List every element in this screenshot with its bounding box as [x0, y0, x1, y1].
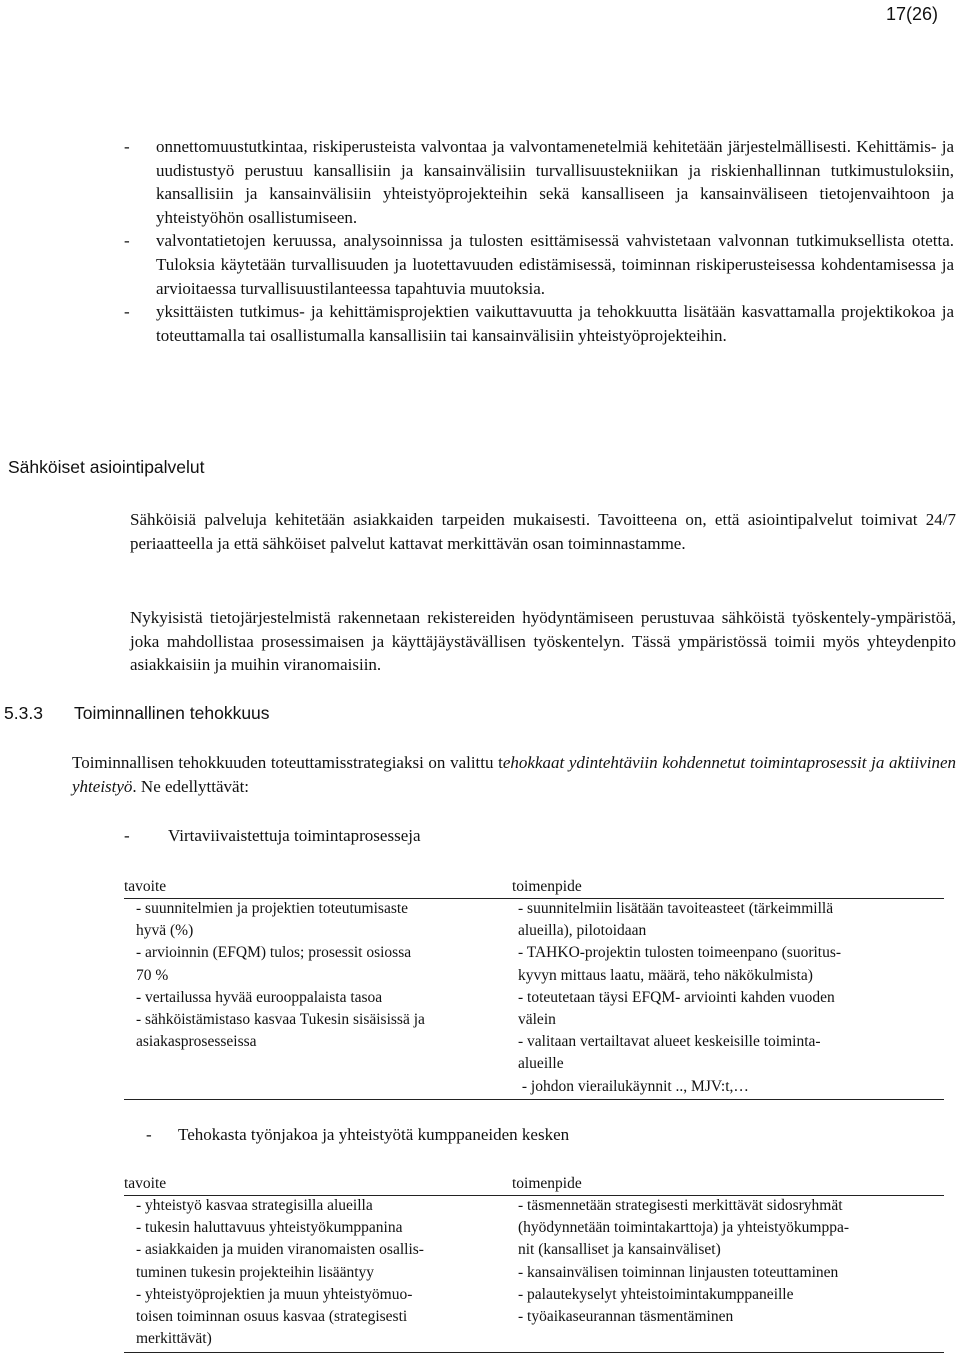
column-header: toimenpide	[512, 1175, 582, 1192]
bullet-dash: -	[146, 1125, 152, 1144]
table-cell-line: alueille	[518, 1055, 564, 1073]
list-item	[124, 135, 954, 229]
bullet-dash: -	[124, 302, 130, 322]
table-cell-line: - työaikaseurannan täsmentäminen	[518, 1308, 734, 1326]
intro-emphasis: ehokkaat ydintehtäviin kohdennetut toimintaprosessit ja aktiivinen yhteistyö	[72, 753, 956, 796]
table-cell-line: - johdon vierailukäynnit .., MJV:t,…	[518, 1077, 749, 1095]
section-number: 5.3.3	[4, 703, 43, 723]
table-cell-line: - sähköistämistaso kasvaa Tukesin sisäisissä ja	[136, 1011, 425, 1029]
list-title-text: Tehokasta työnjakoa ja yhteistyötä kumppaneiden kesken	[178, 1125, 570, 1144]
table-cell-line: (hyödynnetään toimintakarttoja) ja yhteistyökumppa-	[518, 1219, 850, 1237]
bullet-text: onnettomuustutkintaa, riskiperusteista valvontaa ja valvontamenetelmiä kehitetään järjestelmällisesti. Kehittämis- ja uudistustyö perustuu kansallisiin ja kansainvälisiin turvallisuustekniikan ja riskienhallinnan tutkimustuloksiin, kansallisiin ja kansainvälisiin yhteistyöprojekteihin sekä kansalliseen ja kansainväliseen tietojenvaihtoon ja yhteistyöhön osallistumiseen.	[156, 137, 954, 227]
paragraph: Nykyisistä tietojärjestelmistä rakennetaan rekistereiden hyödyntämiseen perustuvaa sähköistä työskentely-ympäristöä, joka mahdollistaa prosessimaisen ja käyttäjäystävällisen työskentelyn. Tässä ympäristössä toimii myös yhteydenpito asiakkaisiin ja muihin viranomaisiin.	[130, 608, 956, 675]
goal-table	[124, 1173, 944, 1356]
table-cell-line: - suunnitelmien ja projektien toteutumisaste	[136, 900, 409, 917]
table-cell-line: alueilla), pilotoidaan	[518, 922, 647, 940]
bullet-text: valvontatietojen keruussa, analysoinnissa ja tulosten esittämisessä vahvistetaan valvonnan tutkimuksellista otetta. Tuloksia käytetään turvallisuuden ja luotettavuuden edistämisessä, toiminnan riskiperusteisessa kohdentamisessa ja arvioitaessa turvallisuustilanteessa tapahtuvia muutoksia.	[156, 231, 954, 298]
table-cell-line: nit (kansalliset ja kansainväliset)	[518, 1241, 721, 1259]
table-column	[518, 898, 841, 1098]
table-rule	[124, 1099, 944, 1100]
list-item	[124, 229, 954, 300]
section-heading	[4, 703, 270, 724]
table-rule	[124, 1352, 944, 1353]
table-column	[136, 1195, 424, 1350]
bullet-dash: -	[124, 137, 130, 156]
table-column	[518, 1195, 849, 1328]
section-title: Toiminnallinen tehokkuus	[74, 703, 270, 723]
bullet-list	[124, 135, 954, 347]
table-cell-line: - tukesin haluttavuus yhteistyökumppanina	[136, 1219, 403, 1237]
table-cell-line: - asiakkaiden ja muiden viranomaisten osallis-	[136, 1241, 424, 1259]
table-cell-line: - kansainvälisen toiminnan linjausten toteuttaminen	[518, 1263, 839, 1281]
column-header: toimenpide	[512, 878, 582, 895]
bullet-text: yksittäisten tutkimus- ja kehittämisprojektien vaikuttavuutta ja tehokkuutta lisätään kasvattamalla projektikokoa ja toteuttamalla tai osallistumalla kansallisiin tai kansainvälisiin yhteistyöprojekteihin.	[156, 302, 954, 345]
table-cell-line: - yhteistyöprojektien ja muun yhteistyömuo-	[136, 1285, 413, 1303]
intro-paragraph	[72, 751, 956, 798]
table-cell-line: kyvyn mittaus laatu, määrä, teho näkökulmista)	[518, 966, 813, 984]
list-item	[124, 300, 954, 347]
table-cell-line: toisen toiminnan osuus kasvaa (strategisesti	[136, 1308, 408, 1326]
page-number: 17(26)	[885, 4, 938, 24]
column-header: tavoite	[124, 878, 167, 895]
table-cell-line: - toteutetaan täysi EFQM- arviointi kahden vuoden	[518, 988, 835, 1006]
table-cell-line: - yhteistyö kasvaa strategisilla alueilla	[136, 1197, 373, 1214]
table-cell-line: tuminen tukesin projekteihin lisääntyy	[136, 1263, 375, 1281]
table-cell-line: - vertailussa hyvää eurooppalaista tasoa	[136, 988, 383, 1006]
table-cell-line: hyvä (%)	[136, 922, 194, 940]
table-cell-line: - palautekyselyt yhteistoimintakumppaneille	[518, 1285, 794, 1303]
bullet-dash: -	[124, 826, 130, 845]
side-heading: Sähköiset asiointipalvelut	[8, 457, 205, 477]
table-cell-line: - TAHKO-projektin tulosten toimeenpano (suoritus-	[518, 944, 842, 962]
column-header: tavoite	[124, 1175, 167, 1192]
list-title-text: Virtaviivaistettuja toimintaprosesseja	[168, 826, 421, 845]
paragraph: Sähköisiä palveluja kehitetään asiakkaiden tarpeiden mukaisesti. Tavoitteena on, että asiointipalvelut toimivat 24/7 periaatteella ja että sähköiset palvelut kattavat merkittävän osan toiminnastamme.	[130, 510, 956, 553]
table-cell-line: - suunnitelmiin lisätään tavoiteasteet (tärkeimmillä	[518, 900, 834, 917]
intro-text-end: . Ne edellyttävät:	[132, 776, 250, 796]
table-cell-line: 70 %	[136, 966, 169, 984]
table-cell-line: merkittävät)	[136, 1330, 212, 1348]
list-title	[124, 826, 421, 846]
bullet-dash: -	[124, 231, 130, 251]
table-cell-line: asiakasprosesseissa	[136, 1033, 257, 1051]
intro-text: Toiminnallisen tehokkuuden toteuttamisstrategiaksi on valittu t	[72, 753, 503, 772]
table-cell-line: - täsmennetään strategisesti merkittävät sidosryhmät	[518, 1197, 843, 1214]
table-cell-line: - valitaan vertailtavat alueet keskeisille toiminta-	[518, 1033, 821, 1051]
goal-table	[124, 876, 944, 1102]
table-cell-line: - arvioinnin (EFQM) tulos; prosessit osiossa	[136, 944, 412, 962]
list-title	[146, 1125, 569, 1145]
table-column	[136, 898, 425, 1053]
table-cell-line: välein	[518, 1011, 556, 1029]
